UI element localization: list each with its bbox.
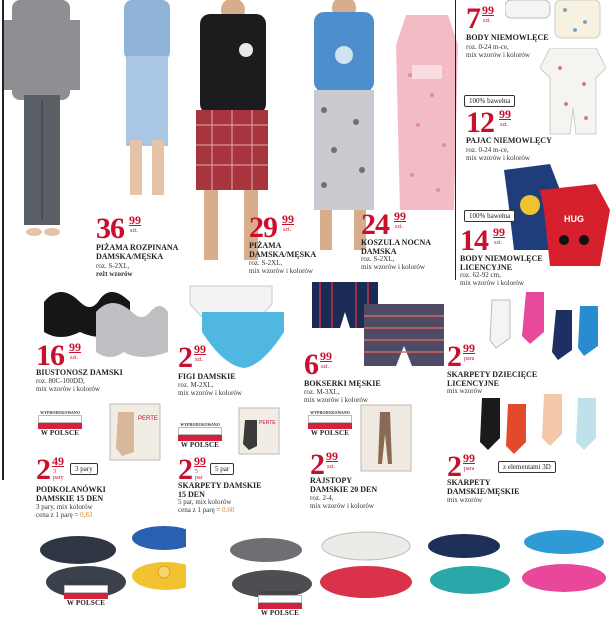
extra-rajstopy: mix wzorów i kolorów [310,502,374,510]
badge-body-licencyjne: 100% bawełna [464,210,515,222]
price-rajstopy: 2 99 szt. [310,448,338,481]
desc-biustonosz: roz. 80C-100DD, [36,377,85,385]
name-skarpety-damskie-meskie: SKARPETY DAMSKIE/MĘSKIE [447,478,520,496]
price-body: 7 99 szt. [466,2,494,35]
name-skarpety-damskie: SKARPETY DAMSKIE 15 DEN [178,481,262,499]
desc-pizama: roz. S-2XL, [249,259,283,267]
photo-kapcie-middle [226,528,416,613]
photo-kapcie-left [36,520,186,613]
price-skarpety-dzieciece: 2 99 para [447,340,475,373]
name-biustonosz: BIUSTONOSZ DAMSKI [36,368,123,377]
left-border [2,0,4,480]
extra-body-licencyjne: mix wzorów i kolorów [460,279,524,287]
flag-poland-podkolanowki: WYPRODUKOWANO W POLSCE [38,410,82,437]
photo-skarpety-damskie-meskie [478,388,608,458]
price-body-licencyjne: 14 99 szt. [460,224,505,257]
extra-body: mix wzorów i kolorów [466,51,530,59]
column-divider [455,0,456,280]
extra-bokserki: mix wzorów i kolorów [304,396,368,404]
photo-pajac-niemowlecy [540,48,606,138]
price-koszula: 24 99 szt. [361,208,406,241]
name-podkolanowki: PODKOLANÓWKI DAMSKIE 15 DEN [36,485,106,503]
name-pizama-rozpinana: PIŻAMA ROZPINANA DAMSKA/MĘSKA [96,243,179,261]
name-skarpety-dzieciece: SKARPETY DZIECIĘCE LICENCYJNE [447,370,538,388]
name-rajstopy: RAJSTOPY DAMSKIE 20 DEN [310,476,378,494]
extra-koszula: mix wzorów i kolorów [361,263,425,271]
price-pizama-rozpinana: 36 99 szt. [96,212,141,245]
price-biustonosz: 16 99 szt. [36,339,81,372]
price-pajac: 12 99 szt. [466,106,511,139]
price-skarpety-damskie: 2 99 5 par [178,453,206,486]
desc-figi: roz. M-2XL, [178,381,214,389]
name-figi: FIGI DAMSKIE [178,372,236,381]
badge-pajac: 100% bawełna [464,95,515,107]
extra-biustonosz: mix wzorów i kolorów [36,385,100,393]
name-pizama: PIŻAMA DAMSKA/MĘSKA [249,241,317,259]
desc-pajac: roz. 0-24 m-ce, [466,146,509,154]
desc-rajstopy: roz. 2-4, [310,494,334,502]
desc-skarpety-damskie: 5 par, mix kolorów [178,498,232,506]
svg-text:PERTE: PERTE [138,416,158,422]
svg-text:PERTE: PERTE [259,420,276,426]
badge-skarpety-3d: z elementami 3D [498,461,556,473]
name-body-licencyjne: BODY NIEMOWLĘCE LICENCYJNE [460,254,543,272]
badge-podkolanowki: 3 pary [70,463,98,475]
flag-poland-kapcie-left: WYPRODUKOWANO W POLSCE [64,580,108,607]
photo-skarpety-dzieciece [486,288,606,368]
price-bokserki: 6 99 szt. [304,348,332,381]
photo-rajstopy [360,404,412,472]
desc-pizama-rozpinana: roz. S-2XL, [96,262,130,270]
name-bokserki: BOKSERKI MĘSKIE [304,379,381,388]
photo-podkolanowki [108,402,163,462]
extra-pizama: mix wzorów i kolorów [249,267,313,275]
name-pajac: PAJAC NIEMOWLĘCY [466,136,552,145]
price-pizama: 29 99 szt. [249,211,294,244]
svg-text:HUG: HUG [564,214,584,224]
name-koszula: KOSZULA NOCNA DAMSKA [361,238,431,256]
photo-skarpety-damskie [237,406,282,456]
flag-poland-rajstopy: WYPRODUKOWANO W POLSCE [308,410,352,437]
extra-podkolanowki: cena z 1 parę = 0,83 [36,511,93,519]
photo-klapki [424,526,610,613]
desc-body-licencyjne: roz. 62-92 cm, [460,271,501,279]
price-skarpety-damskie-meskie: 2 99 para [447,450,475,483]
price-podkolanowki: 2 49 3 pary [36,453,64,486]
flag-poland-kapcie-middle: WYPRODUKOWANO W POLSCE [258,590,302,617]
desc-body: roz. 0-24 m-ce, [466,43,509,51]
flag-poland-skarpety: WYPRODUKOWANO W POLSCE [178,422,222,449]
desc-bokserki: roz. M-3XL, [304,388,340,396]
badge-skarpety-damskie: 5 par [210,463,234,475]
desc-skarpety-dzieciece: mix wzorów [447,387,483,395]
photo-pizama-rozpinana-women [110,0,190,220]
photo-pizama-rozpinana-men [4,0,84,240]
partial-text: reżt wzorów [96,270,133,278]
desc-podkolanowki: 3 pary, mix kolorów [36,503,93,511]
desc-koszula: roz. S-2XL, [361,255,395,263]
desc-skarpety-damskie-meskie: mix wzorów [447,496,483,504]
name-body: BODY NIEMOWLĘCE [466,33,549,42]
extra-figi: mix wzorów i kolorów [178,389,242,397]
extra-pajac: mix wzorów i kolorów [466,154,530,162]
price-figi: 2 99 szt. [178,341,206,374]
extra-skarpety-damskie: cena z 1 parę = 0,60 [178,506,235,514]
photo-koszula-nocna [392,15,462,210]
